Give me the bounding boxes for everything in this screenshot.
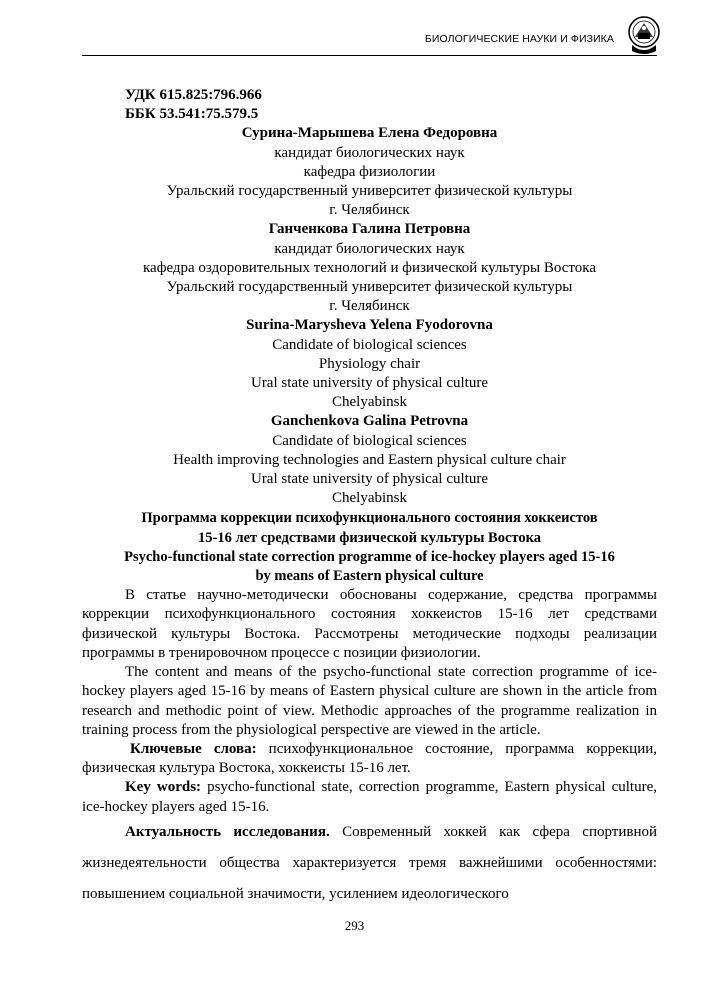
relevance-paragraph: [82, 817, 657, 910]
author-en-2: [82, 412, 657, 508]
author-city: г. Челябинск: [329, 298, 410, 315]
author-city: Chelyabinsk: [332, 490, 407, 507]
section-title: БИОЛОГИЧЕСКИЕ НАУКИ И ФИЗИКА: [424, 33, 614, 45]
keywords-ru: [82, 740, 657, 778]
author-name: Surina-Marysheva Yelena Fyodorovna: [246, 317, 493, 334]
title-ru-line-2: 15-16 лет средствами физической культуры Востока: [198, 529, 541, 546]
header-rule: [82, 55, 657, 56]
author-name: Ganchenkova Galina Petrovna: [270, 413, 469, 430]
author-ru-1: [82, 124, 657, 220]
keywords-en-label: Key words:: [125, 779, 202, 796]
relevance-text: Современный хоккей как сфера спортивной жизнедеятельности общества характеризуется тремя важнейшими особенностями: повышением социальной значимости, усилением идеологического: [82, 823, 657, 902]
author-university: Уральский государственный университет физической культуры: [166, 183, 573, 200]
author-city: г. Челябинск: [329, 202, 410, 219]
author-city: Chelyabinsk: [332, 394, 407, 411]
author-department: Health improving technologies and Eastern physical culture chair: [173, 451, 566, 468]
keywords-ru-text: психофункциональное состояние, программа коррекции, физическая культура Востока, хоккеисты 15-16 лет.: [82, 740, 657, 777]
author-university: Ural state university of physical culture: [250, 471, 488, 488]
keywords-en-text: psycho-functional state, correction programme, Eastern physical culture, ice-hockey players aged 15-16.: [82, 779, 657, 815]
title-en-line-2: by means of Eastern physical culture: [255, 568, 484, 585]
relevance-label: Актуальность исследования.: [125, 823, 330, 840]
abstract-en: The content and means of the psycho-functional state correction programme of ice-hockey players aged 15-16 by means of Eastern physical culture are shown in the article from research and methodic point of view. Methodic approaches of the programme realization in training process from the physiological perspective are viewed in the article.: [82, 664, 657, 738]
university-emblem-icon: [627, 15, 661, 55]
abstract-ru: В статье научно-методически обоснованы содержание, средства программы коррекции психофункционального состояния хоккеистов 15-16 лет средствами физической культуры Востока. Рассмотрены методические подходы реализации программы в тренировочном процессе с позиции физиологии.: [82, 587, 657, 661]
author-degree: кандидат биологических наук: [274, 240, 465, 257]
author-en-1: [82, 316, 657, 412]
page-number: 293: [344, 918, 365, 933]
keywords-en: [82, 778, 657, 816]
author-department: Physiology chair: [318, 355, 421, 372]
author-university: Ural state university of physical culture: [250, 375, 488, 392]
title-ru-line-1: Программа коррекции психофункционального состояния хоккеистов: [141, 510, 598, 527]
author-department: кафедра оздоровительных технологий и физической культуры Востока: [143, 259, 596, 276]
article-title: [82, 509, 657, 586]
keywords-ru-label: Ключевые слова:: [130, 740, 257, 757]
udc-code: УДК 615.825:796.966: [125, 87, 262, 103]
author-degree: Candidate of biological sciences: [272, 432, 467, 449]
article-page: [82, 86, 657, 910]
running-header: [0, 0, 709, 60]
author-name: Ганченкова Галина Петровна: [268, 221, 471, 238]
author-degree: Candidate of biological sciences: [272, 336, 467, 353]
author-name: Сурина-Марышева Елена Федоровна: [241, 125, 498, 142]
author-degree: кандидат биологических наук: [274, 144, 465, 161]
author-university: Уральский государственный университет физической культуры: [166, 279, 573, 296]
author-ru-2: [82, 220, 657, 316]
bbk-code: ББК 53.541:75.579.5: [125, 106, 259, 123]
title-en-line-1: Psycho-functional state correction programme of ice-hockey players aged 15-16: [124, 548, 615, 565]
author-department: кафедра физиологии: [303, 163, 436, 180]
